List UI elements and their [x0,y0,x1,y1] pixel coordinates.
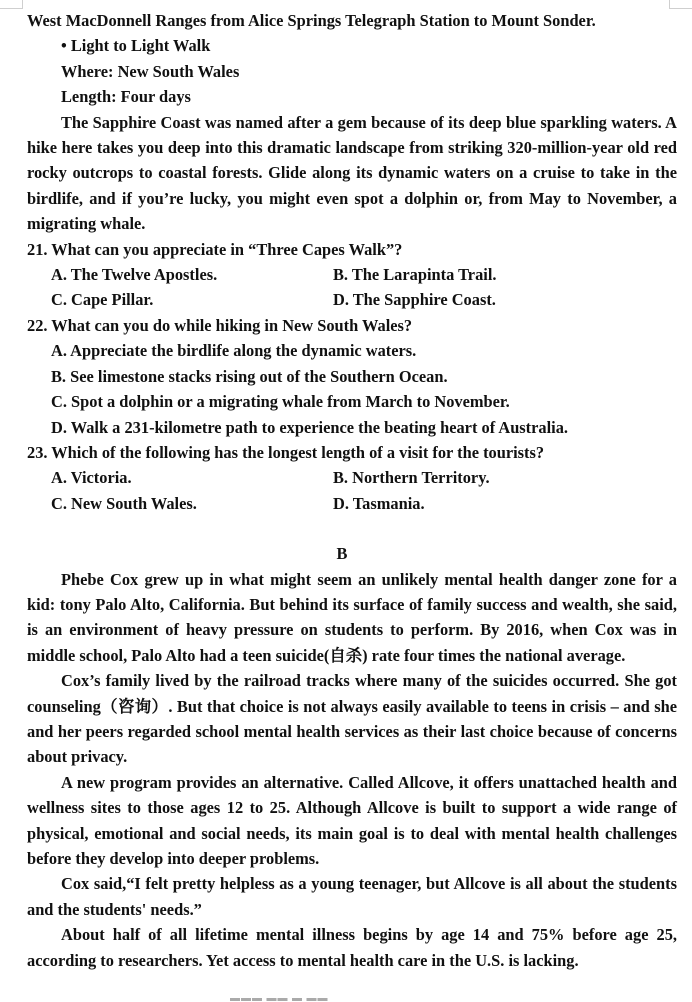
options-row [27,491,677,516]
page-footer-cutoff: ▬▬▬ ▬▬ ▬ ▬▬ [230,994,329,1002]
passage-a-intro-line: West MacDonnell Ranges from Alice Springs Telegraph Station to Mount Sonder. [27,11,596,30]
question-21 [27,237,677,313]
section-heading-b: B [336,544,348,564]
question-stem: 21. What can you appreciate in “Three Capes Walk”? [27,239,403,259]
option-d[interactable]: D. The Sapphire Coast. [333,290,496,310]
option-a[interactable]: A. Appreciate the birdlife along the dynamic waters. [51,341,417,361]
option-d[interactable]: D. Tasmania. [333,493,425,513]
option-b[interactable]: B. The Larapinta Trail. [333,265,497,285]
options-row [27,465,677,490]
question-23 [27,440,677,516]
option-c[interactable]: C. New South Wales. [51,493,197,513]
option-c[interactable]: C. Spot a dolphin or a migrating whale from March to November. [51,392,510,412]
passage-b-paragraph: Cox’s family lived by the railroad tracks where many of the suicides occurred. She got counseling（咨询）. But that choice is not always easily available to teens in crisis – and she and her peers regarded school mental health services as their last choice because of concerns about privacy. [27,671,677,767]
option-c[interactable]: C. Cape Pillar. [51,290,154,310]
page-corner-mark-top-left [0,0,23,9]
walk-title: • Light to Light Walk [61,36,211,56]
options-row [27,262,677,287]
options-row [27,287,677,312]
option-b[interactable]: B. See limestone stacks rising out of the Southern Ocean. [51,366,448,386]
question-stem: 22. What can you do while hiking in New South Wales? [27,315,413,335]
option-a[interactable]: A. The Twelve Apostles. [51,265,218,285]
walk-where: Where: New South Wales [61,61,240,81]
walk-description: The Sapphire Coast was named after a gem because of its deep blue sparkling waters. A hike here takes you deep into this dramatic landscape from striking 320-million-year old red rocky outcrops to coastal forests. Glide along its dynamic waters on a cruise to take in the birdlife, and if you’re lucky, you might even spot a dolphin or, from May to November, a migrating whale. [27,112,677,234]
passage-b-paragraph: About half of all lifetime mental illness begins by age 14 and 75% before age 25, according to researchers. Yet access to mental health care in the U.S. is lacking. [27,925,677,970]
question-stem: 23. Which of the following has the longest length of a visit for the tourists? [27,442,545,462]
passage-b-paragraph: Phebe Cox grew up in what might seem an unlikely mental health danger zone for a kid: tony Palo Alto, California. But behind its surface of family success and wealth, she said, is an environment of heavy pressure on students to perform. By 2016, when Cox was in middle school, Palo Alto had a teen suicide(自杀) rate four times the national average. [27,569,677,665]
option-b[interactable]: B. Northern Territory. [333,468,490,488]
walk-length: Length: Four days [61,87,191,107]
passage-b-paragraph: Cox said,“I felt pretty helpless as a young teenager, but Allcove is all about the students and the students' needs.” [27,874,677,919]
passage-b-paragraph: A new program provides an alternative. Called Allcove, it offers unattached health and wellness sites to those ages 12 to 25. Although Allcove is built to support a wide range of physical, emotional and social needs, its main goal is to deal with mental health challenges before they develop into deeper problems. [27,772,677,868]
option-d[interactable]: D. Walk a 231-kilometre path to experience the beating heart of Australia. [51,417,569,437]
document-page [27,8,677,973]
option-a[interactable]: A. Victoria. [51,468,132,488]
question-22 [27,313,677,440]
